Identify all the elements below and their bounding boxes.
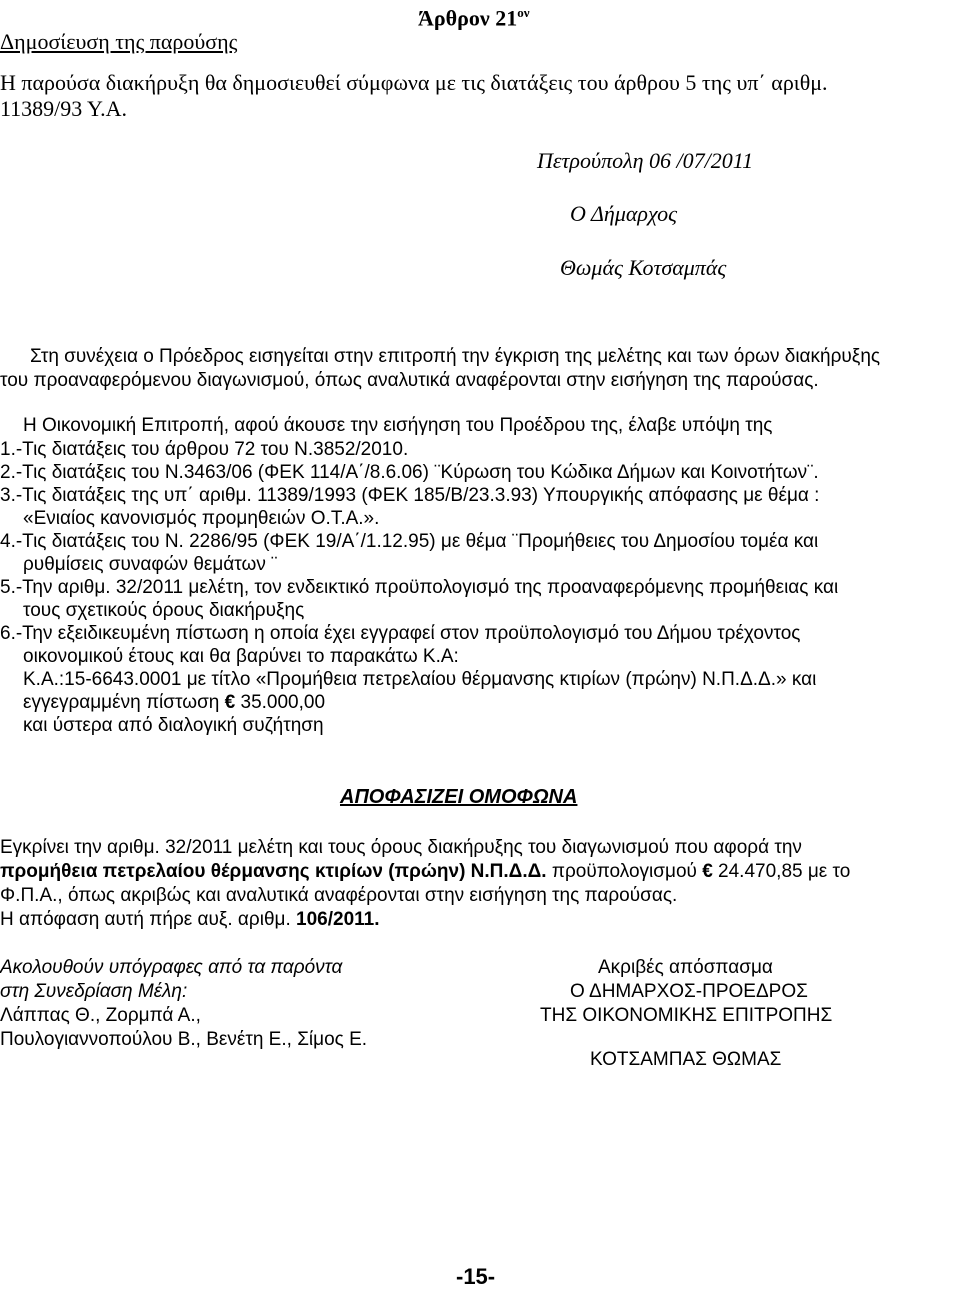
credit-label: εγγεγραμμένη πίστωση bbox=[23, 692, 220, 713]
list-item: 4.-Τις διατάξεις του Ν. 2286/95 (ΦΕΚ 19/Α΄/1.12.95) με θέμα ¨Προμήθειες του Δημοσίου τομέα και bbox=[0, 531, 819, 552]
article-title: Άρθρον $21^{o\nu}$ bbox=[418, 5, 530, 31]
decision-line-4 bbox=[0, 910, 380, 929]
decision-subject: προμήθεια πετρελαίου θέρμανσης κτιρίων (πρώην) Ν.Π.Δ.Δ. bbox=[0, 861, 547, 882]
list-item: οικονομικού έτους και θα βαρύνει το παρακάτω Κ.Α: bbox=[23, 646, 459, 667]
members-heading: Ακολουθούν υπόγραφες από τα παρόντα bbox=[0, 957, 343, 978]
euro-icon: € bbox=[224, 692, 236, 713]
decision-number: 106/2011. bbox=[296, 909, 380, 930]
members-list-1: Λάππας Θ., Ζορμπά Α., bbox=[0, 1005, 201, 1026]
mayor-name: Θωμάς Κοτσαμπάς bbox=[560, 255, 727, 280]
decision-budget-label: προϋπολογισμού bbox=[551, 861, 697, 882]
credit-amount: 35.000,00 bbox=[240, 692, 326, 713]
decision-number-label: Η απόφαση αυτή πήρε αυξ. αριθμ. bbox=[0, 909, 291, 930]
decision-amount: 24.470,85 με το bbox=[718, 861, 851, 882]
committee-line: Η Οικονομική Επιτροπή, αφού άκουσε την εισήγηση του Προέδρου της, έλαβε υπόψη της bbox=[23, 415, 773, 436]
mayor-role: Ο Δήμαρχος bbox=[570, 201, 678, 226]
decision-line-3: Φ.Π.Α., όπως ακριβώς και αναλυτικά αναφέρονται στην εισήγηση της παρούσας. bbox=[0, 885, 678, 906]
list-item: 6.-Την εξειδικευμένη πίστωση η οποία έχει εγγραφεί στον προϋπολογισμό του Δήμου τρέχοντος bbox=[0, 623, 801, 644]
publication-line-2: 11389/93 Υ.Α. bbox=[0, 96, 128, 121]
intro-line-1: Στη συνέχεια ο Πρόεδρος εισηγείται στην επιτροπή την έγκριση της μελέτης και των όρων διακήρυξης bbox=[30, 346, 881, 367]
decision-heading: ΑΠΟΦΑΣΙΖΕΙ ΟΜΟΦΩΝΑ bbox=[340, 786, 578, 808]
committee-title: ΤΗΣ ΟΙΚΟΝΟΜΙΚΗΣ ΕΠΙΤΡΟΠΗΣ bbox=[540, 1005, 833, 1026]
euro-icon: € bbox=[702, 861, 713, 882]
list-item: Κ.Α.:15-6643.0001 με τίτλο «Προμήθεια πετρελαίου θέρμανσης κτιρίων (πρώην) Ν.Π.Δ.Δ.» και bbox=[23, 669, 817, 690]
president-title: Ο ΔΗΜΑΡΧΟΣ-ΠΡΟΕΔΡΟΣ bbox=[570, 981, 808, 1002]
list-item: 3.-Τις διατάξεις της υπ΄ αριθμ. 11389/1993 (ΦΕΚ 185/Β/23.3.93) Υπουργικής απόφασης με θέμα : bbox=[0, 485, 820, 506]
list-item: «Ενιαίος κανονισμός προμηθειών Ο.Τ.Α.». bbox=[23, 508, 380, 529]
credit-line bbox=[23, 693, 325, 712]
list-item: και ύστερα από διαλογική συζήτηση bbox=[23, 715, 324, 736]
place-date: Πετρούπολη 06 /07/2011 bbox=[537, 148, 754, 173]
intro-line-2: του προαναφερόμενου διαγωνισμού, όπως αναλυτικά αναφέρονται στην εισήγηση της παρούσας. bbox=[0, 370, 819, 391]
page-number: -15- bbox=[456, 1264, 496, 1289]
publication-heading: Δημοσίευση της παρούσης bbox=[0, 29, 238, 54]
members-subheading: στη Συνεδρίαση Μέλη: bbox=[0, 981, 188, 1002]
decision-line-1: Εγκρίνει την αριθμ. 32/2011 μελέτη και τους όρους διακήρυξης του διαγωνισμού που αφορά την bbox=[0, 837, 802, 858]
president-name: ΚΟΤΣΑΜΠΑΣ ΘΩΜΑΣ bbox=[590, 1049, 782, 1070]
list-item: ρυθμίσεις συναφών θεμάτων ¨ bbox=[23, 554, 278, 575]
list-item: 2.-Τις διατάξεις του Ν.3463/06 (ΦΕΚ 114/Α΄/8.6.06) ¨Κύρωση του Κώδικα Δήμων και Κοινοτήτων¨. bbox=[0, 462, 819, 483]
exact-extract: Ακριβές απόσπασμα bbox=[598, 957, 773, 978]
decision-line-2 bbox=[0, 862, 850, 881]
members-list-2: Πουλογιαννοπούλου Β., Βενέτη Ε., Σίμος Ε. bbox=[0, 1029, 368, 1050]
list-item: τους σχετικούς όρους διακήρυξης bbox=[23, 600, 305, 621]
publication-line-1: Η παρούσα διακήρυξη θα δημοσιευθεί σύμφωνα με τις διατάξεις του άρθρου 5 της υπ΄ αριθμ. bbox=[0, 70, 828, 95]
list-item: 5.-Την αριθμ. 32/2011 μελέτη, τον ενδεικτικό προϋπολογισμό της προαναφερόμενης προμήθειας και bbox=[0, 577, 839, 598]
list-item: 1.-Τις διατάξεις του άρθρου 72 του Ν.3852/2010. bbox=[0, 439, 409, 460]
